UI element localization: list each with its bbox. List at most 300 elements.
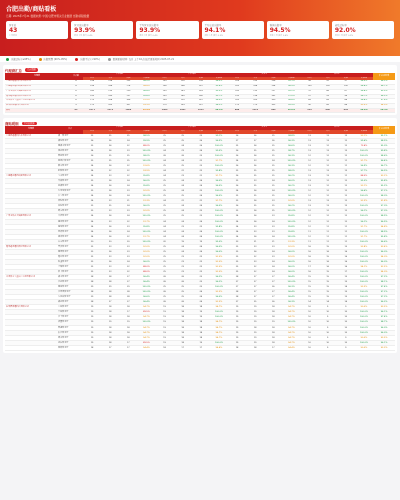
kpi-row bbox=[6, 21, 394, 39]
table-cell: 18 bbox=[119, 330, 137, 335]
table-cell: 100 bbox=[337, 85, 355, 90]
table-cell: 18 bbox=[174, 320, 192, 325]
legend-bar bbox=[0, 56, 400, 62]
table-cell: 25 bbox=[228, 209, 246, 214]
attendance-rate: 96.4% bbox=[137, 280, 155, 285]
table-cell: 25 bbox=[156, 270, 174, 275]
table-cell: 24 bbox=[101, 249, 119, 254]
attendance-rate: 95.3% bbox=[210, 89, 228, 94]
table-cell: 9 bbox=[337, 345, 355, 350]
table-cell: 25 bbox=[83, 204, 101, 209]
table-cell: 22 bbox=[174, 169, 192, 174]
table-cell: 19 bbox=[228, 320, 246, 325]
table-cell: 147 bbox=[192, 99, 210, 104]
attendance-rate: 95.8% bbox=[137, 94, 155, 99]
table-cell: 24 bbox=[119, 204, 137, 209]
table-cell: 26 bbox=[264, 300, 282, 305]
sub-column-header: 实出 bbox=[246, 77, 264, 81]
table-cell: 23 bbox=[246, 259, 264, 264]
attendance-rate: 96.0% bbox=[210, 249, 228, 254]
table-cell: 12 bbox=[319, 179, 337, 184]
agent-summary-section bbox=[3, 65, 397, 115]
table-cell: 19 bbox=[174, 239, 192, 244]
section-badge: 门店数据 bbox=[26, 68, 36, 72]
table-cell: 24 bbox=[101, 214, 119, 219]
table-cell: 22 bbox=[246, 254, 264, 259]
attendance-rate: 92.3% bbox=[355, 199, 373, 204]
attendance-rate: 92.0% bbox=[282, 254, 300, 259]
table-cell: 23 bbox=[101, 244, 119, 249]
attendance-rate: 100.0% bbox=[210, 164, 228, 169]
attendance-rate: 96.8% bbox=[355, 108, 373, 113]
table-cell: 194 bbox=[192, 80, 210, 84]
group-header: 下午/晚1 bbox=[83, 126, 156, 130]
table-cell: 28 bbox=[83, 290, 101, 295]
table-cell: 24 bbox=[174, 234, 192, 239]
table-cell: 24 bbox=[101, 148, 119, 153]
table-cell: 29 bbox=[83, 295, 101, 300]
table-cell: 19 bbox=[83, 305, 101, 310]
table-cell: 23 bbox=[192, 259, 210, 264]
kpi-sub: 对比上月 提升 0.4% bbox=[139, 35, 158, 37]
sub-column-header: 出勤 bbox=[119, 130, 137, 134]
kpi-card bbox=[6, 21, 68, 39]
attendance-rate: 100.0% bbox=[210, 234, 228, 239]
attendance-rate: 96.0% bbox=[137, 259, 155, 264]
attendance-rate: 100.0% bbox=[355, 340, 373, 345]
store-name: 浦东营业厅 bbox=[57, 138, 83, 143]
table-cell: 9 bbox=[337, 305, 355, 310]
attendance-rate: 94.7% bbox=[210, 320, 228, 325]
store-name: 曹杨营业厅 bbox=[57, 153, 83, 158]
legend-item bbox=[75, 57, 100, 61]
attendance-rate: 94.7% bbox=[137, 330, 155, 335]
table-cell: 25 bbox=[101, 204, 119, 209]
attendance-rate: 96.0% bbox=[210, 295, 228, 300]
table-cell: 25 bbox=[246, 204, 264, 209]
attendance-rate: 95.8% bbox=[137, 224, 155, 229]
table-cell: 137 bbox=[119, 94, 137, 99]
table-cell: 24 bbox=[156, 219, 174, 224]
kpi-sub: 对比上月 提升 0.4% bbox=[269, 35, 289, 37]
table-cell: 142 bbox=[264, 94, 282, 99]
table-cell: 26 bbox=[264, 285, 282, 290]
table-cell: 16 bbox=[337, 249, 355, 254]
agent-name: 上海德鑫通信技术有限公司 bbox=[5, 80, 69, 84]
agent-name: 中美信宏（重庆）电讯有限公司 bbox=[5, 275, 57, 280]
table-cell: 25 bbox=[228, 169, 246, 174]
table-cell: 12 bbox=[337, 138, 355, 143]
table-cell: 28 bbox=[101, 290, 119, 295]
table-cell: 19 bbox=[246, 335, 264, 340]
attendance-rate: 100.0% bbox=[355, 270, 373, 275]
legend-dot-icon bbox=[108, 58, 111, 61]
table-cell: 25 bbox=[156, 143, 174, 148]
sub-column-header: 出勤率 bbox=[210, 77, 228, 81]
table-cell: 24 bbox=[264, 259, 282, 264]
sub-column-header: 应出 bbox=[156, 77, 174, 81]
attendance-rate: 96.3% bbox=[210, 138, 228, 143]
table-cell: 9 bbox=[337, 335, 355, 340]
table-cell: 533 bbox=[301, 108, 319, 113]
attendance-rate: 100.0% bbox=[137, 285, 155, 290]
group-header: 营业1 bbox=[228, 126, 301, 130]
table-cell: 25 bbox=[156, 259, 174, 264]
table-cell: 24 bbox=[192, 219, 210, 224]
table-cell: 21 bbox=[119, 199, 137, 204]
attendance-rate: 98.9% bbox=[355, 80, 373, 84]
page-subtitle: 日期: 2025年7月21 数据来源: 中国/合肥市相关行业数据 出勤/商贴数据 bbox=[6, 15, 90, 18]
table-cell: 89 bbox=[319, 99, 337, 104]
attendance-rate: 100.0% bbox=[210, 214, 228, 219]
table-cell: 23 bbox=[119, 244, 137, 249]
table-cell: 15 bbox=[319, 280, 337, 285]
legend-item bbox=[39, 57, 68, 61]
table-cell: 25 bbox=[156, 194, 174, 199]
store-name: 滨江营业厅 bbox=[57, 330, 83, 335]
table-cell: 25 bbox=[156, 138, 174, 143]
table-cell: 12 bbox=[337, 153, 355, 158]
table-cell: 27 bbox=[264, 290, 282, 295]
table-cell: 25 bbox=[119, 134, 137, 139]
summary-rate: 96.0% bbox=[373, 325, 395, 330]
kpi-label: 整体出勤率 bbox=[269, 24, 282, 27]
table-cell: 25 bbox=[174, 214, 192, 219]
sub-column-header: 出勤率 bbox=[282, 77, 300, 81]
summary-rate: 98.1% bbox=[373, 280, 395, 285]
attendance-rate: 90.0% bbox=[355, 305, 373, 310]
table-cell: 24 bbox=[228, 214, 246, 219]
table-cell: 170 bbox=[246, 103, 264, 108]
attendance-rate: 98.7% bbox=[282, 148, 300, 153]
attendance-rate: 96.0% bbox=[210, 184, 228, 189]
table-cell: 24 bbox=[192, 244, 210, 249]
summary-rate: 95.8% bbox=[373, 234, 395, 239]
table-cell: 18 bbox=[174, 330, 192, 335]
attendance-rate: 96.2% bbox=[282, 184, 300, 189]
table-cell: 23 bbox=[119, 224, 137, 229]
attendance-rate: 94.7% bbox=[137, 315, 155, 320]
table-cell: 24 bbox=[101, 189, 119, 194]
table-cell: 97 bbox=[337, 80, 355, 84]
table-cell: 18 bbox=[264, 330, 282, 335]
group-header: 下午/晚1 bbox=[83, 73, 156, 77]
summary-rate: 99.8% bbox=[373, 148, 395, 153]
table-cell: 25 bbox=[101, 153, 119, 158]
table-cell: 19 bbox=[156, 320, 174, 325]
table-cell: 10 bbox=[319, 340, 337, 345]
sub-column-header: 出勤率 bbox=[137, 77, 155, 81]
table-cell: 174 bbox=[119, 85, 137, 90]
attendance-rate: 98.5% bbox=[210, 80, 228, 84]
table-cell: 150 bbox=[156, 94, 174, 99]
table-cell: 25 bbox=[101, 158, 119, 163]
table-cell: 19 bbox=[228, 315, 246, 320]
attendance-rate: 96.3% bbox=[210, 108, 228, 113]
table-cell: 25 bbox=[83, 143, 101, 148]
agent-name: 合计 bbox=[5, 108, 69, 113]
table-cell: 15 bbox=[319, 295, 337, 300]
attendance-rate: 93.3% bbox=[137, 103, 155, 108]
table-cell: 18 bbox=[101, 325, 119, 330]
summary-rate: 93.5% bbox=[373, 305, 395, 310]
attendance-rate: 94.7% bbox=[282, 325, 300, 330]
table-cell: 18 bbox=[192, 325, 210, 330]
table-cell: 26 bbox=[228, 164, 246, 169]
attendance-rate: 94.7% bbox=[282, 305, 300, 310]
table-cell: 70 bbox=[301, 89, 319, 94]
store-count: 6 bbox=[69, 94, 83, 99]
attendance-rate: 94.4% bbox=[137, 85, 155, 90]
summary-rate: 98.9% bbox=[373, 214, 395, 219]
attendance-rate: 100.0% bbox=[355, 214, 373, 219]
attendance-rate: 95.0% bbox=[282, 108, 300, 113]
table-cell: 96 bbox=[337, 94, 355, 99]
sub-column-header: 出勤 bbox=[264, 130, 282, 134]
page-title: 合肥出勤/商贴看板 bbox=[6, 6, 57, 13]
table-cell: 19 bbox=[83, 340, 101, 345]
table-cell: 27 bbox=[119, 300, 137, 305]
summary-rate: 96.3% bbox=[373, 108, 395, 113]
table-cell: 26 bbox=[101, 138, 119, 143]
attendance-rate: 96.3% bbox=[282, 300, 300, 305]
table-cell: 25 bbox=[246, 300, 264, 305]
table-cell: 18 bbox=[192, 320, 210, 325]
table-cell: 10 bbox=[337, 320, 355, 325]
table-cell: 195 bbox=[246, 80, 264, 84]
attendance-rate: 88.0% bbox=[137, 143, 155, 148]
attendance-rate: 93.3% bbox=[355, 285, 373, 290]
table-cell: 24 bbox=[264, 179, 282, 184]
attendance-rate: 100.0% bbox=[355, 204, 373, 209]
legend-item bbox=[108, 57, 174, 61]
table-cell: 21 bbox=[264, 239, 282, 244]
table-cell: 13 bbox=[319, 204, 337, 209]
table-cell: 27 bbox=[228, 285, 246, 290]
attendance-rate: 91.7% bbox=[137, 234, 155, 239]
table-cell: 26 bbox=[174, 300, 192, 305]
table-cell: 496 bbox=[319, 108, 337, 113]
summary-rate: 93.3% bbox=[373, 345, 395, 350]
table-cell: 196 bbox=[83, 85, 101, 90]
table-cell: 12 bbox=[319, 143, 337, 148]
table-cell: 12 bbox=[301, 153, 319, 158]
summary-rate: 96.7% bbox=[373, 85, 395, 90]
table-cell: 10 bbox=[319, 310, 337, 315]
attendance-rate: 100.0% bbox=[210, 209, 228, 214]
table-cell: 23 bbox=[101, 254, 119, 259]
table-cell: 22 bbox=[119, 164, 137, 169]
group-header: 下午/晚2 bbox=[156, 73, 229, 77]
attendance-rate: 94.7% bbox=[210, 330, 228, 335]
attendance-rate: 96.6% bbox=[355, 189, 373, 194]
kpi-label: 营业员出勤率 bbox=[74, 24, 89, 27]
table-cell: 23 bbox=[246, 224, 264, 229]
sub-column-header: 出勤 bbox=[337, 130, 355, 134]
attendance-rate: 91.7% bbox=[210, 158, 228, 163]
attendance-rate: 100.0% bbox=[137, 290, 155, 295]
table-cell: 170 bbox=[83, 103, 101, 108]
table-cell: 26 bbox=[246, 164, 264, 169]
table-cell: 25 bbox=[83, 179, 101, 184]
table-cell: 18 bbox=[174, 335, 192, 340]
attendance-rate: 98.5% bbox=[137, 134, 155, 139]
attendance-rate: 100.0% bbox=[282, 219, 300, 224]
table-cell: 27 bbox=[101, 300, 119, 305]
table-cell: 10 bbox=[337, 310, 355, 315]
table-cell: 24 bbox=[192, 249, 210, 254]
attendance-rate: 96.9% bbox=[282, 85, 300, 90]
attendance-rate: 100.0% bbox=[210, 285, 228, 290]
table-cell: 12 bbox=[337, 143, 355, 148]
store-name: 越秀营业厅 bbox=[57, 219, 83, 224]
table-cell: 11 bbox=[337, 158, 355, 163]
attendance-rate: 88.0% bbox=[137, 264, 155, 269]
sub-column-header: 出勤 bbox=[119, 77, 137, 81]
table-cell: 24 bbox=[246, 143, 264, 148]
store-name: 余杭营业厅 bbox=[57, 340, 83, 345]
store-name: 真如营业厅 bbox=[57, 204, 83, 209]
table-cell: 167 bbox=[192, 103, 210, 108]
table-cell: 17 bbox=[119, 310, 137, 315]
agent-name: 上海通达通讯设备有限公司 bbox=[5, 174, 57, 179]
sub-column-header: 实出 bbox=[101, 77, 119, 81]
table-cell: 24 bbox=[246, 153, 264, 158]
table-cell: 12 bbox=[301, 158, 319, 163]
table-cell: 28 bbox=[83, 300, 101, 305]
table-cell: 18 bbox=[174, 305, 192, 310]
table-cell: 24 bbox=[119, 184, 137, 189]
table-cell: 15 bbox=[337, 290, 355, 295]
table-cell: 25 bbox=[264, 134, 282, 139]
attendance-rate: 99.9% bbox=[137, 138, 155, 143]
table-cell: 16 bbox=[301, 259, 319, 264]
table-cell: 19 bbox=[192, 315, 210, 320]
attendance-rate: 96.0% bbox=[210, 99, 228, 104]
table-cell: 23 bbox=[119, 254, 137, 259]
table-cell: 25 bbox=[174, 290, 192, 295]
attendance-rate: 100.0% bbox=[355, 280, 373, 285]
table-cell: 28 bbox=[228, 290, 246, 295]
store-name: 西湖营业厅 bbox=[57, 325, 83, 330]
attendance-rate: 96.0% bbox=[282, 270, 300, 275]
table-cell: 25 bbox=[83, 244, 101, 249]
store-name: 长宁营业厅 bbox=[57, 194, 83, 199]
table-cell: 25 bbox=[228, 259, 246, 264]
kpi-label: 营业员 bbox=[9, 24, 17, 27]
attendance-rate: 99.6% bbox=[355, 138, 373, 143]
attendance-rate: 100.0% bbox=[355, 229, 373, 234]
summary-rate: 93.2% bbox=[373, 174, 395, 179]
table-cell: 200 bbox=[228, 85, 246, 90]
kpi-card bbox=[136, 21, 198, 39]
table-cell: 154 bbox=[156, 99, 174, 104]
table-cell: 24 bbox=[83, 219, 101, 224]
table-cell: 11 bbox=[337, 239, 355, 244]
attendance-rate: 96.0% bbox=[137, 204, 155, 209]
table-cell: 24 bbox=[246, 214, 264, 219]
kpi-value: 92.0% bbox=[334, 27, 356, 34]
table-cell: 160 bbox=[246, 99, 264, 104]
summary-rate: 95.9% bbox=[373, 89, 395, 94]
store-name: 普陀营业厅 bbox=[57, 199, 83, 204]
attendance-rate: 96.4% bbox=[137, 300, 155, 305]
table-cell: 24 bbox=[174, 204, 192, 209]
store-name: 上城营业厅 bbox=[57, 305, 83, 310]
table-cell: 140 bbox=[192, 94, 210, 99]
table-cell: 24 bbox=[83, 184, 101, 189]
table-cell: 12 bbox=[319, 164, 337, 169]
table-cell: 12 bbox=[319, 158, 337, 163]
table-cell: 493 bbox=[337, 108, 355, 113]
table-cell: 14 bbox=[319, 300, 337, 305]
table-cell: 18 bbox=[101, 340, 119, 345]
table-cell: 28 bbox=[119, 290, 137, 295]
table-cell: 22 bbox=[119, 264, 137, 269]
kpi-sub: 对比上月 提升 0.3% bbox=[204, 35, 223, 37]
store-name: 富阳营业厅 bbox=[57, 345, 83, 350]
attendance-rate: 100.0% bbox=[355, 194, 373, 199]
table-cell: 19 bbox=[228, 305, 246, 310]
table-cell: 1012 bbox=[192, 108, 210, 113]
store-count: 6 bbox=[69, 99, 83, 104]
table-cell: 25 bbox=[83, 259, 101, 264]
summary-rate: 96.0% bbox=[373, 259, 395, 264]
summary-rate: 95.3% bbox=[373, 184, 395, 189]
table-cell: 25 bbox=[156, 204, 174, 209]
table-cell: 12 bbox=[319, 209, 337, 214]
table-cell: 19 bbox=[83, 330, 101, 335]
table-cell: 28 bbox=[101, 295, 119, 300]
table-cell: 24 bbox=[156, 174, 174, 179]
kpi-sub: 上月对比 bbox=[9, 35, 18, 37]
legend-dot-icon bbox=[6, 58, 9, 61]
table-cell: 19 bbox=[83, 320, 101, 325]
attendance-rate: 93.9% bbox=[137, 108, 155, 113]
table-cell: 13 bbox=[337, 169, 355, 174]
table-cell: 25 bbox=[228, 179, 246, 184]
table-cell: 26 bbox=[228, 204, 246, 209]
table-cell: 22 bbox=[192, 158, 210, 163]
store-name: 萧山营业厅 bbox=[57, 335, 83, 340]
table-cell: 196 bbox=[156, 85, 174, 90]
table-cell: 12 bbox=[337, 219, 355, 224]
table-cell: 16 bbox=[319, 264, 337, 269]
table-cell: 92 bbox=[319, 80, 337, 84]
column-header: 门店 bbox=[57, 126, 83, 133]
table-cell: 18 bbox=[174, 325, 192, 330]
table-cell: 12 bbox=[319, 214, 337, 219]
table-cell: 25 bbox=[101, 134, 119, 139]
table-cell: 198 bbox=[101, 80, 119, 84]
group-header: 营业2 bbox=[301, 126, 374, 130]
attendance-rate: 92.0% bbox=[210, 254, 228, 259]
table-cell: 29 bbox=[83, 285, 101, 290]
attendance-rate: 100.0% bbox=[355, 148, 373, 153]
table-cell: 13 bbox=[301, 174, 319, 179]
table-cell: 24 bbox=[156, 148, 174, 153]
table-cell: 19 bbox=[246, 340, 264, 345]
attendance-rate: 96.0% bbox=[282, 194, 300, 199]
table-cell: 25 bbox=[174, 194, 192, 199]
attendance-rate: 96.2% bbox=[210, 275, 228, 280]
agent-name: 上海通达通讯设备有限公司 bbox=[5, 85, 69, 90]
table-cell: 1061 bbox=[174, 108, 192, 113]
table-cell: 18 bbox=[101, 310, 119, 315]
table-cell: 18 bbox=[192, 305, 210, 310]
table-cell: 25 bbox=[228, 199, 246, 204]
store-name: 瑞金营业厅 bbox=[57, 259, 83, 264]
